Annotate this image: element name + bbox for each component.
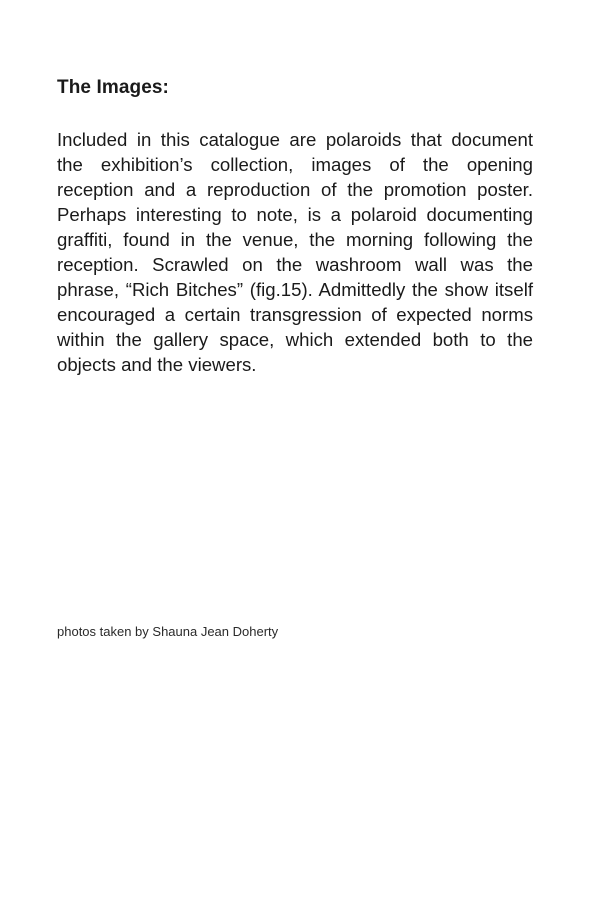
body-paragraph: Included in this catalogue are polaroids that document the exhibition’s collection, images of the opening reception and a reproduction of the promotion poster. Perhaps interesting to note, is a polaroid documenting graffiti, found in the venue, the morning following the reception. Scrawled on the washroom wall was the phrase, “Rich Bitches” (fig.15). Admittedly the show itself encouraged a certain transgression of expected norms within the gallery space, which extended both to the objects and the viewers. (57, 129, 533, 375)
section-heading: The Images: (57, 77, 169, 98)
photo-credit: photos taken by Shauna Jean Doherty (57, 624, 279, 639)
